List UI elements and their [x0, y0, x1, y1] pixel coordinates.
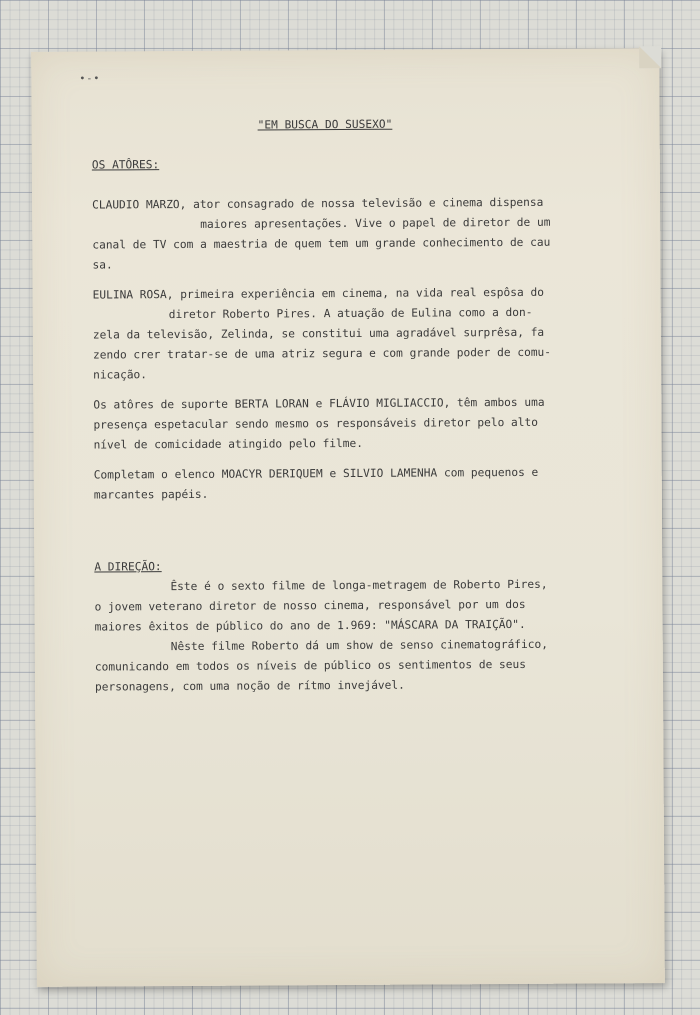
- paragraph-line: marcantes papéis.: [93, 487, 209, 502]
- paragraph-line: o jovem veterano diretor de nosso cinema, responsável por um dos: [94, 597, 526, 614]
- paragraph-line: Êste é o sexto filme de longa-metragem de Roberto Pires,: [170, 577, 548, 594]
- actor-paragraph-eulina: [93, 282, 614, 385]
- paragraph-line: sa.: [92, 258, 113, 272]
- paragraph-line: maiores êxitos de público do ano de 1.969: "MÁSCARA DA TRAIÇÃO".: [94, 617, 526, 634]
- paragraph-line: presença espetacular sendo mesmo os responsáveis diretor pelo alto: [93, 415, 539, 432]
- actor-paragraph-cast: [94, 462, 614, 505]
- actor-paragraph-claudio: [92, 192, 612, 275]
- document-title: "EM BUSCA DO SUSEXO": [257, 117, 393, 132]
- actor-paragraph-support: [93, 392, 613, 455]
- paragraph-line: zendo crer tratar-se de uma atriz segura e com grande poder de comu-: [92, 345, 552, 362]
- actors-heading: OS ATÔRES:: [91, 158, 160, 172]
- direction-heading: A DIREÇÃO:: [94, 560, 162, 574]
- paragraph-line: Completam o elenco MOACYR DERIQUEM e SILVIO LAMENHA com pequenos e: [93, 465, 539, 482]
- actors-section: [92, 152, 612, 175]
- paragraph-line: diretor Roberto Pires. A atuação de Eulina como a don-: [168, 305, 533, 322]
- paragraph-line: zela da televisão, Zelinda, se constitui uma agradável surprêsa, fa: [92, 325, 545, 342]
- folded-corner: [639, 46, 661, 68]
- paragraph-line: maiores apresentações. Vive o papel de diretor de um: [200, 215, 551, 231]
- paragraph-line: nicação.: [93, 368, 148, 382]
- paragraph-line: personagens, com uma noção de rítmo invejável.: [94, 678, 405, 694]
- paragraph-line: EULINA ROSA, primeira experiência em cinema, na vida real espôsa do: [92, 285, 544, 302]
- paragraph-line: CLAUDIO MARZO, ator consagrado de nossa televisão e cinema dispensa: [92, 195, 544, 212]
- paragraph-line: comunicando em todos os níveis de público os sentimentos de seus: [94, 657, 527, 674]
- paragraph-line: nível de comicidade atingido pelo filme.: [93, 436, 364, 452]
- paragraph-line: Nêste filme Roberto dá um show de senso cinematográfico,: [170, 637, 549, 654]
- paragraph-line: Os atôres de suporte BERTA LORAN e FLÁVIO MIGLIACCIO, têm ambos uma: [93, 395, 545, 412]
- direction-paragraph: [94, 574, 615, 697]
- paragraph-line: canal de TV com a maestria de quem tem um grande conhecimento de cau: [92, 235, 551, 252]
- paper-sheet: [31, 48, 665, 987]
- corner-marks: •-•: [79, 73, 101, 85]
